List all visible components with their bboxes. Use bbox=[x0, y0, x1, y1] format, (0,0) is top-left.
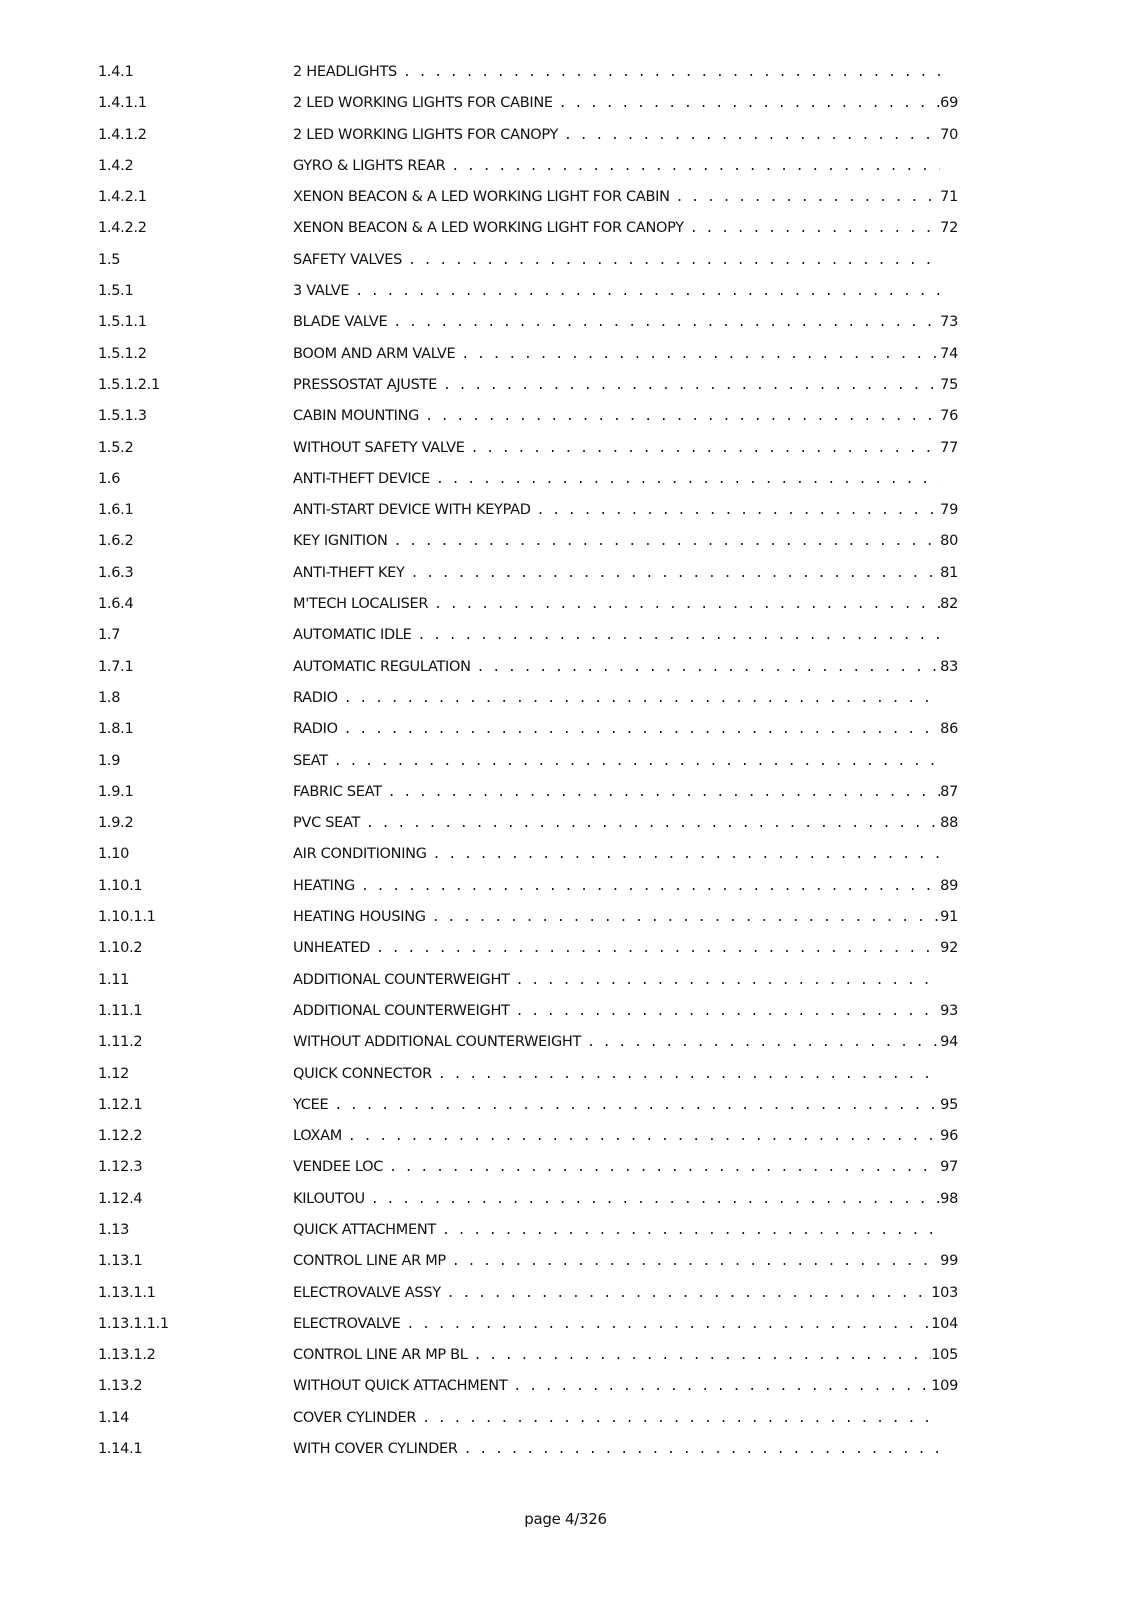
toc-section-title: BOOM AND ARM VALVE bbox=[293, 345, 456, 362]
toc-entry-body bbox=[293, 471, 958, 487]
toc-section-number: 1.8 bbox=[98, 689, 121, 706]
toc-entry-body bbox=[293, 440, 958, 456]
toc-entry-body bbox=[293, 1097, 958, 1113]
toc-page-number: 79 bbox=[940, 502, 958, 519]
toc-dot-leader bbox=[442, 1223, 940, 1238]
toc-entry[interactable] bbox=[98, 721, 958, 752]
toc-section-number: 1.5.1.3 bbox=[98, 408, 147, 425]
toc-entry[interactable] bbox=[98, 1066, 958, 1097]
toc-entry-body bbox=[293, 189, 958, 205]
toc-section-title: QUICK CONNECTOR bbox=[293, 1065, 432, 1082]
toc-section-number: 1.12 bbox=[98, 1065, 130, 1082]
toc-section-title: FABRIC SEAT bbox=[293, 783, 382, 800]
toc-entry[interactable] bbox=[98, 1034, 958, 1065]
toc-entry-body bbox=[293, 784, 958, 800]
toc-entry-body bbox=[293, 346, 958, 362]
toc-page-number: 96 bbox=[940, 1128, 958, 1145]
toc-page-number: 73 bbox=[940, 314, 958, 331]
toc-dot-leader bbox=[474, 1348, 932, 1363]
toc-entry[interactable] bbox=[98, 189, 958, 220]
toc-section-title: ANTI-THEFT KEY bbox=[293, 564, 405, 581]
toc-section-number: 1.4.2.1 bbox=[98, 189, 147, 206]
toc-page-number: 87 bbox=[940, 783, 958, 800]
toc-entry-body bbox=[293, 1316, 958, 1332]
toc-dot-leader bbox=[451, 159, 940, 174]
toc-section-number: 1.10.1.1 bbox=[98, 909, 156, 926]
toc-entry[interactable] bbox=[98, 1128, 958, 1159]
toc-section-number: 1.6.3 bbox=[98, 564, 134, 581]
toc-section-title: ADDITIONAL COUNTERWEIGHT bbox=[293, 971, 510, 988]
toc-section-number: 1.11.2 bbox=[98, 1034, 143, 1051]
toc-section-number: 1.7.1 bbox=[98, 658, 134, 675]
toc-page-number: 77 bbox=[940, 439, 958, 456]
toc-section-number: 1.4.1 bbox=[98, 64, 134, 80]
toc-section-number: 1.8.1 bbox=[98, 721, 134, 738]
toc-section-title: AIR CONDITIONING bbox=[293, 846, 427, 863]
toc-section-number: 1.11 bbox=[98, 971, 130, 988]
toc-entry-body bbox=[293, 283, 958, 299]
toc-section-title: SEAT bbox=[293, 752, 328, 769]
toc-page-number: 80 bbox=[940, 533, 958, 550]
toc-entry[interactable] bbox=[98, 158, 958, 189]
toc-page-number: 76 bbox=[940, 408, 958, 425]
toc-section-title: 2 LED WORKING LIGHTS FOR CABINE bbox=[293, 95, 553, 112]
toc-entry[interactable] bbox=[98, 1003, 958, 1034]
toc-dot-leader bbox=[438, 1067, 940, 1082]
toc-dot-leader bbox=[559, 96, 940, 111]
toc-entry-body bbox=[293, 502, 958, 518]
toc-page-number: 89 bbox=[940, 877, 958, 894]
toc-entry[interactable] bbox=[98, 878, 958, 909]
toc-section-title: KEY IGNITION bbox=[293, 533, 388, 550]
toc-dot-leader bbox=[425, 409, 940, 424]
toc-entry[interactable] bbox=[98, 283, 958, 314]
toc-entry-body bbox=[293, 377, 958, 393]
toc-section-title: LOXAM bbox=[293, 1128, 342, 1145]
toc-entry[interactable] bbox=[98, 252, 958, 283]
toc-entry-body bbox=[293, 1159, 958, 1175]
toc-dot-leader bbox=[361, 879, 940, 894]
toc-dot-leader bbox=[537, 503, 941, 518]
toc-section-title: PRESSOSTAT AJUSTE bbox=[293, 376, 437, 393]
toc-section-title: CONTROL LINE AR MP BL bbox=[293, 1347, 468, 1364]
toc-section-title: AUTOMATIC REGULATION bbox=[293, 658, 471, 675]
toc-section-number: 1.6.4 bbox=[98, 596, 134, 613]
toc-page-number: 99 bbox=[940, 1253, 958, 1270]
toc-section-number: 1.5 bbox=[98, 251, 121, 268]
toc-dot-leader bbox=[355, 284, 940, 299]
toc-entry-body bbox=[293, 158, 958, 174]
toc-section-title: RADIO bbox=[293, 721, 338, 738]
toc-page-number: 103 bbox=[931, 1284, 958, 1301]
toc-section-number: 1.5.1.2 bbox=[98, 345, 147, 362]
toc-section-number: 1.4.1.1 bbox=[98, 95, 147, 112]
toc-section-number: 1.12.2 bbox=[98, 1128, 143, 1145]
toc-page-number: 105 bbox=[931, 1347, 958, 1364]
toc-dot-leader bbox=[447, 1286, 931, 1301]
toc-dot-leader bbox=[371, 1192, 940, 1207]
toc-dot-leader bbox=[436, 472, 940, 487]
toc-section-number: 1.11.1 bbox=[98, 1002, 143, 1019]
toc-entry[interactable] bbox=[98, 127, 958, 158]
toc-entry-body bbox=[293, 1128, 958, 1144]
toc-dot-leader bbox=[334, 1098, 940, 1113]
toc-entry[interactable] bbox=[98, 1347, 958, 1378]
toc-page-number: 88 bbox=[940, 815, 958, 832]
toc-entry-body bbox=[293, 753, 958, 769]
toc-section-title: UNHEATED bbox=[293, 940, 371, 957]
toc-entry[interactable] bbox=[98, 314, 958, 345]
toc-entry-body bbox=[293, 1253, 958, 1269]
toc-page-number: 94 bbox=[940, 1034, 958, 1051]
toc-section-number: 1.5.1 bbox=[98, 283, 134, 300]
toc-section-number: 1.5.2 bbox=[98, 439, 134, 456]
toc-page-number: 92 bbox=[940, 940, 958, 957]
toc-section-title: GYRO & LIGHTS REAR bbox=[293, 157, 446, 174]
toc-entry-body bbox=[293, 1034, 958, 1050]
toc-section-title: AUTOMATIC IDLE bbox=[293, 627, 412, 644]
toc-dot-leader bbox=[513, 1379, 931, 1394]
toc-entry-body bbox=[293, 1285, 958, 1301]
toc-page-number: 83 bbox=[940, 658, 958, 675]
toc-entry[interactable] bbox=[98, 1191, 958, 1222]
toc-section-number: 1.13.1.1 bbox=[98, 1284, 156, 1301]
toc-entry[interactable] bbox=[98, 1097, 958, 1128]
toc-page-number: 93 bbox=[940, 1002, 958, 1019]
toc-entry-body bbox=[293, 846, 958, 862]
toc-page-number: 104 bbox=[931, 1315, 958, 1332]
toc-entry[interactable] bbox=[98, 64, 958, 95]
toc-entry[interactable] bbox=[98, 1222, 958, 1253]
toc-section-title: QUICK ATTACHMENT bbox=[293, 1221, 436, 1238]
toc-dot-leader bbox=[407, 1317, 932, 1332]
toc-entry[interactable] bbox=[98, 220, 958, 251]
toc-section-title: BLADE VALVE bbox=[293, 314, 388, 331]
toc-page-number: 75 bbox=[940, 376, 958, 393]
toc-dot-leader bbox=[334, 754, 940, 769]
toc-dot-leader bbox=[464, 1442, 940, 1457]
toc-section-number: 1.4.2 bbox=[98, 157, 134, 174]
toc-entry-body bbox=[293, 1378, 958, 1394]
toc-entry-body bbox=[293, 1066, 958, 1082]
toc-section-title: ANTI-THEFT DEVICE bbox=[293, 470, 430, 487]
toc-entry[interactable] bbox=[98, 1285, 958, 1316]
toc-dot-leader bbox=[411, 566, 941, 581]
toc-entry-body bbox=[293, 596, 958, 612]
toc-entry[interactable] bbox=[98, 690, 958, 721]
toc-dot-leader bbox=[432, 910, 940, 925]
toc-entry[interactable] bbox=[98, 440, 958, 471]
toc-dot-leader bbox=[516, 1004, 941, 1019]
toc-section-number: 1.9.2 bbox=[98, 815, 134, 832]
toc-section-title: HEATING HOUSING bbox=[293, 909, 426, 926]
toc-dot-leader bbox=[676, 190, 940, 205]
toc-section-number: 1.6.2 bbox=[98, 533, 134, 550]
toc-dot-leader bbox=[452, 1254, 940, 1269]
toc-entry[interactable] bbox=[98, 784, 958, 815]
toc-page-number: 109 bbox=[931, 1378, 958, 1395]
toc-page-number: 81 bbox=[940, 564, 958, 581]
toc-dot-leader bbox=[376, 941, 940, 956]
toc-dot-leader bbox=[389, 1160, 940, 1175]
toc-section-number: 1.10.1 bbox=[98, 877, 143, 894]
toc-section-number: 1.6.1 bbox=[98, 502, 134, 519]
toc-entry[interactable] bbox=[98, 1378, 958, 1409]
toc-page-number: 97 bbox=[940, 1159, 958, 1176]
toc-dot-leader bbox=[348, 1129, 940, 1144]
toc-entry-body bbox=[293, 533, 958, 549]
toc-entry-body bbox=[293, 64, 958, 80]
toc-section-title: WITHOUT SAFETY VALVE bbox=[293, 439, 465, 456]
toc-entry[interactable] bbox=[98, 565, 958, 596]
toc-section-number: 1.4.1.2 bbox=[98, 126, 147, 143]
toc-entry[interactable] bbox=[98, 1159, 958, 1190]
toc-entry[interactable] bbox=[98, 471, 958, 502]
toc-section-number: 1.5.1.1 bbox=[98, 314, 147, 331]
toc-entry-body bbox=[293, 972, 958, 988]
toc-dot-leader bbox=[388, 785, 940, 800]
toc-section-title: XENON BEACON & A LED WORKING LIGHT FOR CANOPY bbox=[293, 220, 684, 237]
toc-page-number: 72 bbox=[940, 220, 958, 237]
toc-section-title: VENDEE LOC bbox=[293, 1159, 384, 1176]
toc-section-title: 2 LED WORKING LIGHTS FOR CANOPY bbox=[293, 126, 559, 143]
toc-section-number: 1.13.1.1.1 bbox=[98, 1315, 169, 1332]
toc-dot-leader bbox=[587, 1035, 940, 1050]
toc-entry-body bbox=[293, 314, 958, 330]
toc-entry[interactable] bbox=[98, 1316, 958, 1347]
toc-entry-body bbox=[293, 659, 958, 675]
toc-dot-leader bbox=[433, 847, 940, 862]
toc-page-number: 69 bbox=[940, 95, 958, 112]
toc-entry[interactable] bbox=[98, 815, 958, 846]
toc-entry[interactable] bbox=[98, 1410, 958, 1441]
page-number-footer: page 4/326 bbox=[524, 1510, 607, 1528]
toc-entry-body bbox=[293, 1441, 958, 1457]
toc-section-number: 1.10 bbox=[98, 846, 130, 863]
toc-dot-leader bbox=[443, 378, 940, 393]
toc-entry-body bbox=[293, 1003, 958, 1019]
toc-dot-leader bbox=[403, 65, 940, 80]
toc-entry-body bbox=[293, 95, 958, 111]
toc-entry[interactable] bbox=[98, 846, 958, 877]
toc-section-number: 1.13.1.2 bbox=[98, 1347, 156, 1364]
toc-dot-leader bbox=[408, 253, 940, 268]
toc-entry-body bbox=[293, 565, 958, 581]
toc-section-number: 1.13 bbox=[98, 1221, 130, 1238]
toc-page-number: 71 bbox=[940, 189, 958, 206]
toc-entry-body bbox=[293, 721, 958, 737]
toc-entry[interactable] bbox=[98, 909, 958, 940]
toc-entry-body bbox=[293, 815, 958, 831]
toc-dot-leader bbox=[422, 1411, 940, 1426]
toc-dot-leader bbox=[344, 691, 940, 706]
toc-entry-body bbox=[293, 627, 958, 643]
toc-section-title: KILOUTOU bbox=[293, 1190, 365, 1207]
toc-entry-body bbox=[293, 408, 958, 424]
toc-entry[interactable] bbox=[98, 408, 958, 439]
toc-entry[interactable] bbox=[98, 627, 958, 658]
toc-dot-leader bbox=[690, 221, 940, 236]
toc-section-number: 1.13.1 bbox=[98, 1253, 143, 1270]
toc-dot-leader bbox=[417, 628, 940, 643]
toc-section-number: 1.10.2 bbox=[98, 940, 143, 957]
toc-section-number: 1.5.1.2.1 bbox=[98, 376, 160, 393]
toc-page-number: 95 bbox=[940, 1096, 958, 1113]
toc-section-number: 1.13.2 bbox=[98, 1378, 143, 1395]
toc-entry[interactable] bbox=[98, 533, 958, 564]
toc-entry[interactable] bbox=[98, 95, 958, 126]
toc-entry-body bbox=[293, 1191, 958, 1207]
toc-section-title: CABIN MOUNTING bbox=[293, 408, 420, 425]
toc-entry-body bbox=[293, 1347, 958, 1363]
toc-entry-body bbox=[293, 940, 958, 956]
toc-page-number: 74 bbox=[940, 345, 958, 362]
toc-dot-leader bbox=[434, 597, 940, 612]
toc-dot-leader bbox=[461, 347, 940, 362]
toc-entry-body bbox=[293, 127, 958, 143]
toc-section-number: 1.6 bbox=[98, 470, 121, 487]
toc-dot-leader bbox=[366, 816, 940, 831]
toc-section-title: YCEE bbox=[293, 1096, 329, 1113]
toc-section-title: XENON BEACON & A LED WORKING LIGHT FOR CABIN bbox=[293, 189, 670, 206]
toc-page-number: 82 bbox=[940, 596, 958, 613]
toc-section-title: PVC SEAT bbox=[293, 815, 361, 832]
toc-entry-body bbox=[293, 878, 958, 894]
toc-entry-body bbox=[293, 909, 958, 925]
toc-page-number: 98 bbox=[940, 1190, 958, 1207]
toc-section-number: 1.14 bbox=[98, 1409, 130, 1426]
toc-section-number: 1.9 bbox=[98, 752, 121, 769]
toc-section-number: 1.14.1 bbox=[98, 1441, 143, 1458]
toc-entry-body bbox=[293, 252, 958, 268]
toc-entry[interactable] bbox=[98, 1441, 958, 1472]
toc-entry[interactable] bbox=[98, 596, 958, 627]
toc-section-title: 3 VALVE bbox=[293, 283, 350, 300]
toc-entry-body bbox=[293, 220, 958, 236]
toc-entry[interactable] bbox=[98, 377, 958, 408]
toc-section-number: 1.12.3 bbox=[98, 1159, 143, 1176]
toc-dot-leader bbox=[393, 315, 940, 330]
toc-entry-body bbox=[293, 1222, 958, 1238]
toc-section-title: WITHOUT QUICK ATTACHMENT bbox=[293, 1378, 508, 1395]
toc-section-title: ELECTROVALVE ASSY bbox=[293, 1284, 441, 1301]
toc-section-title: COVER CYLINDER bbox=[293, 1409, 417, 1426]
toc-section-number: 1.12.4 bbox=[98, 1190, 143, 1207]
toc-entry[interactable] bbox=[98, 972, 958, 1003]
toc-page-number: 91 bbox=[940, 909, 958, 926]
toc-dot-leader bbox=[471, 441, 941, 456]
toc-section-number: 1.12.1 bbox=[98, 1096, 143, 1113]
toc-page-number: 70 bbox=[940, 126, 958, 143]
toc-section-title: HEATING bbox=[293, 877, 355, 894]
toc-dot-leader bbox=[516, 973, 940, 988]
toc-section-title: WITH COVER CYLINDER bbox=[293, 1441, 458, 1458]
toc-entry[interactable] bbox=[98, 753, 958, 784]
toc-entry[interactable] bbox=[98, 940, 958, 971]
toc-dot-leader bbox=[564, 128, 940, 143]
toc-section-title: CONTROL LINE AR MP bbox=[293, 1253, 446, 1270]
toc-section-title: M'TECH LOCALISER bbox=[293, 596, 429, 613]
toc-section-title: ANTI-START DEVICE WITH KEYPAD bbox=[293, 502, 531, 519]
table-of-contents bbox=[98, 64, 958, 1472]
toc-section-title: SAFETY VALVES bbox=[293, 251, 402, 268]
toc-page-number: 86 bbox=[940, 721, 958, 738]
toc-section-title: ADDITIONAL COUNTERWEIGHT bbox=[293, 1002, 510, 1019]
toc-section-number: 1.7 bbox=[98, 627, 121, 644]
toc-section-title: 2 HEADLIGHTS bbox=[293, 64, 397, 80]
toc-section-title: RADIO bbox=[293, 689, 338, 706]
toc-section-title: ELECTROVALVE bbox=[293, 1315, 401, 1332]
toc-dot-leader bbox=[344, 722, 940, 737]
toc-dot-leader bbox=[477, 660, 940, 675]
toc-section-number: 1.4.2.2 bbox=[98, 220, 147, 237]
toc-entry[interactable] bbox=[98, 346, 958, 377]
toc-entry-body bbox=[293, 690, 958, 706]
toc-entry[interactable] bbox=[98, 1253, 958, 1284]
toc-dot-leader bbox=[394, 534, 941, 549]
toc-section-title: WITHOUT ADDITIONAL COUNTERWEIGHT bbox=[293, 1034, 582, 1051]
toc-entry[interactable] bbox=[98, 502, 958, 533]
toc-entry-body bbox=[293, 1410, 958, 1426]
toc-section-number: 1.9.1 bbox=[98, 783, 134, 800]
toc-entry[interactable] bbox=[98, 659, 958, 690]
